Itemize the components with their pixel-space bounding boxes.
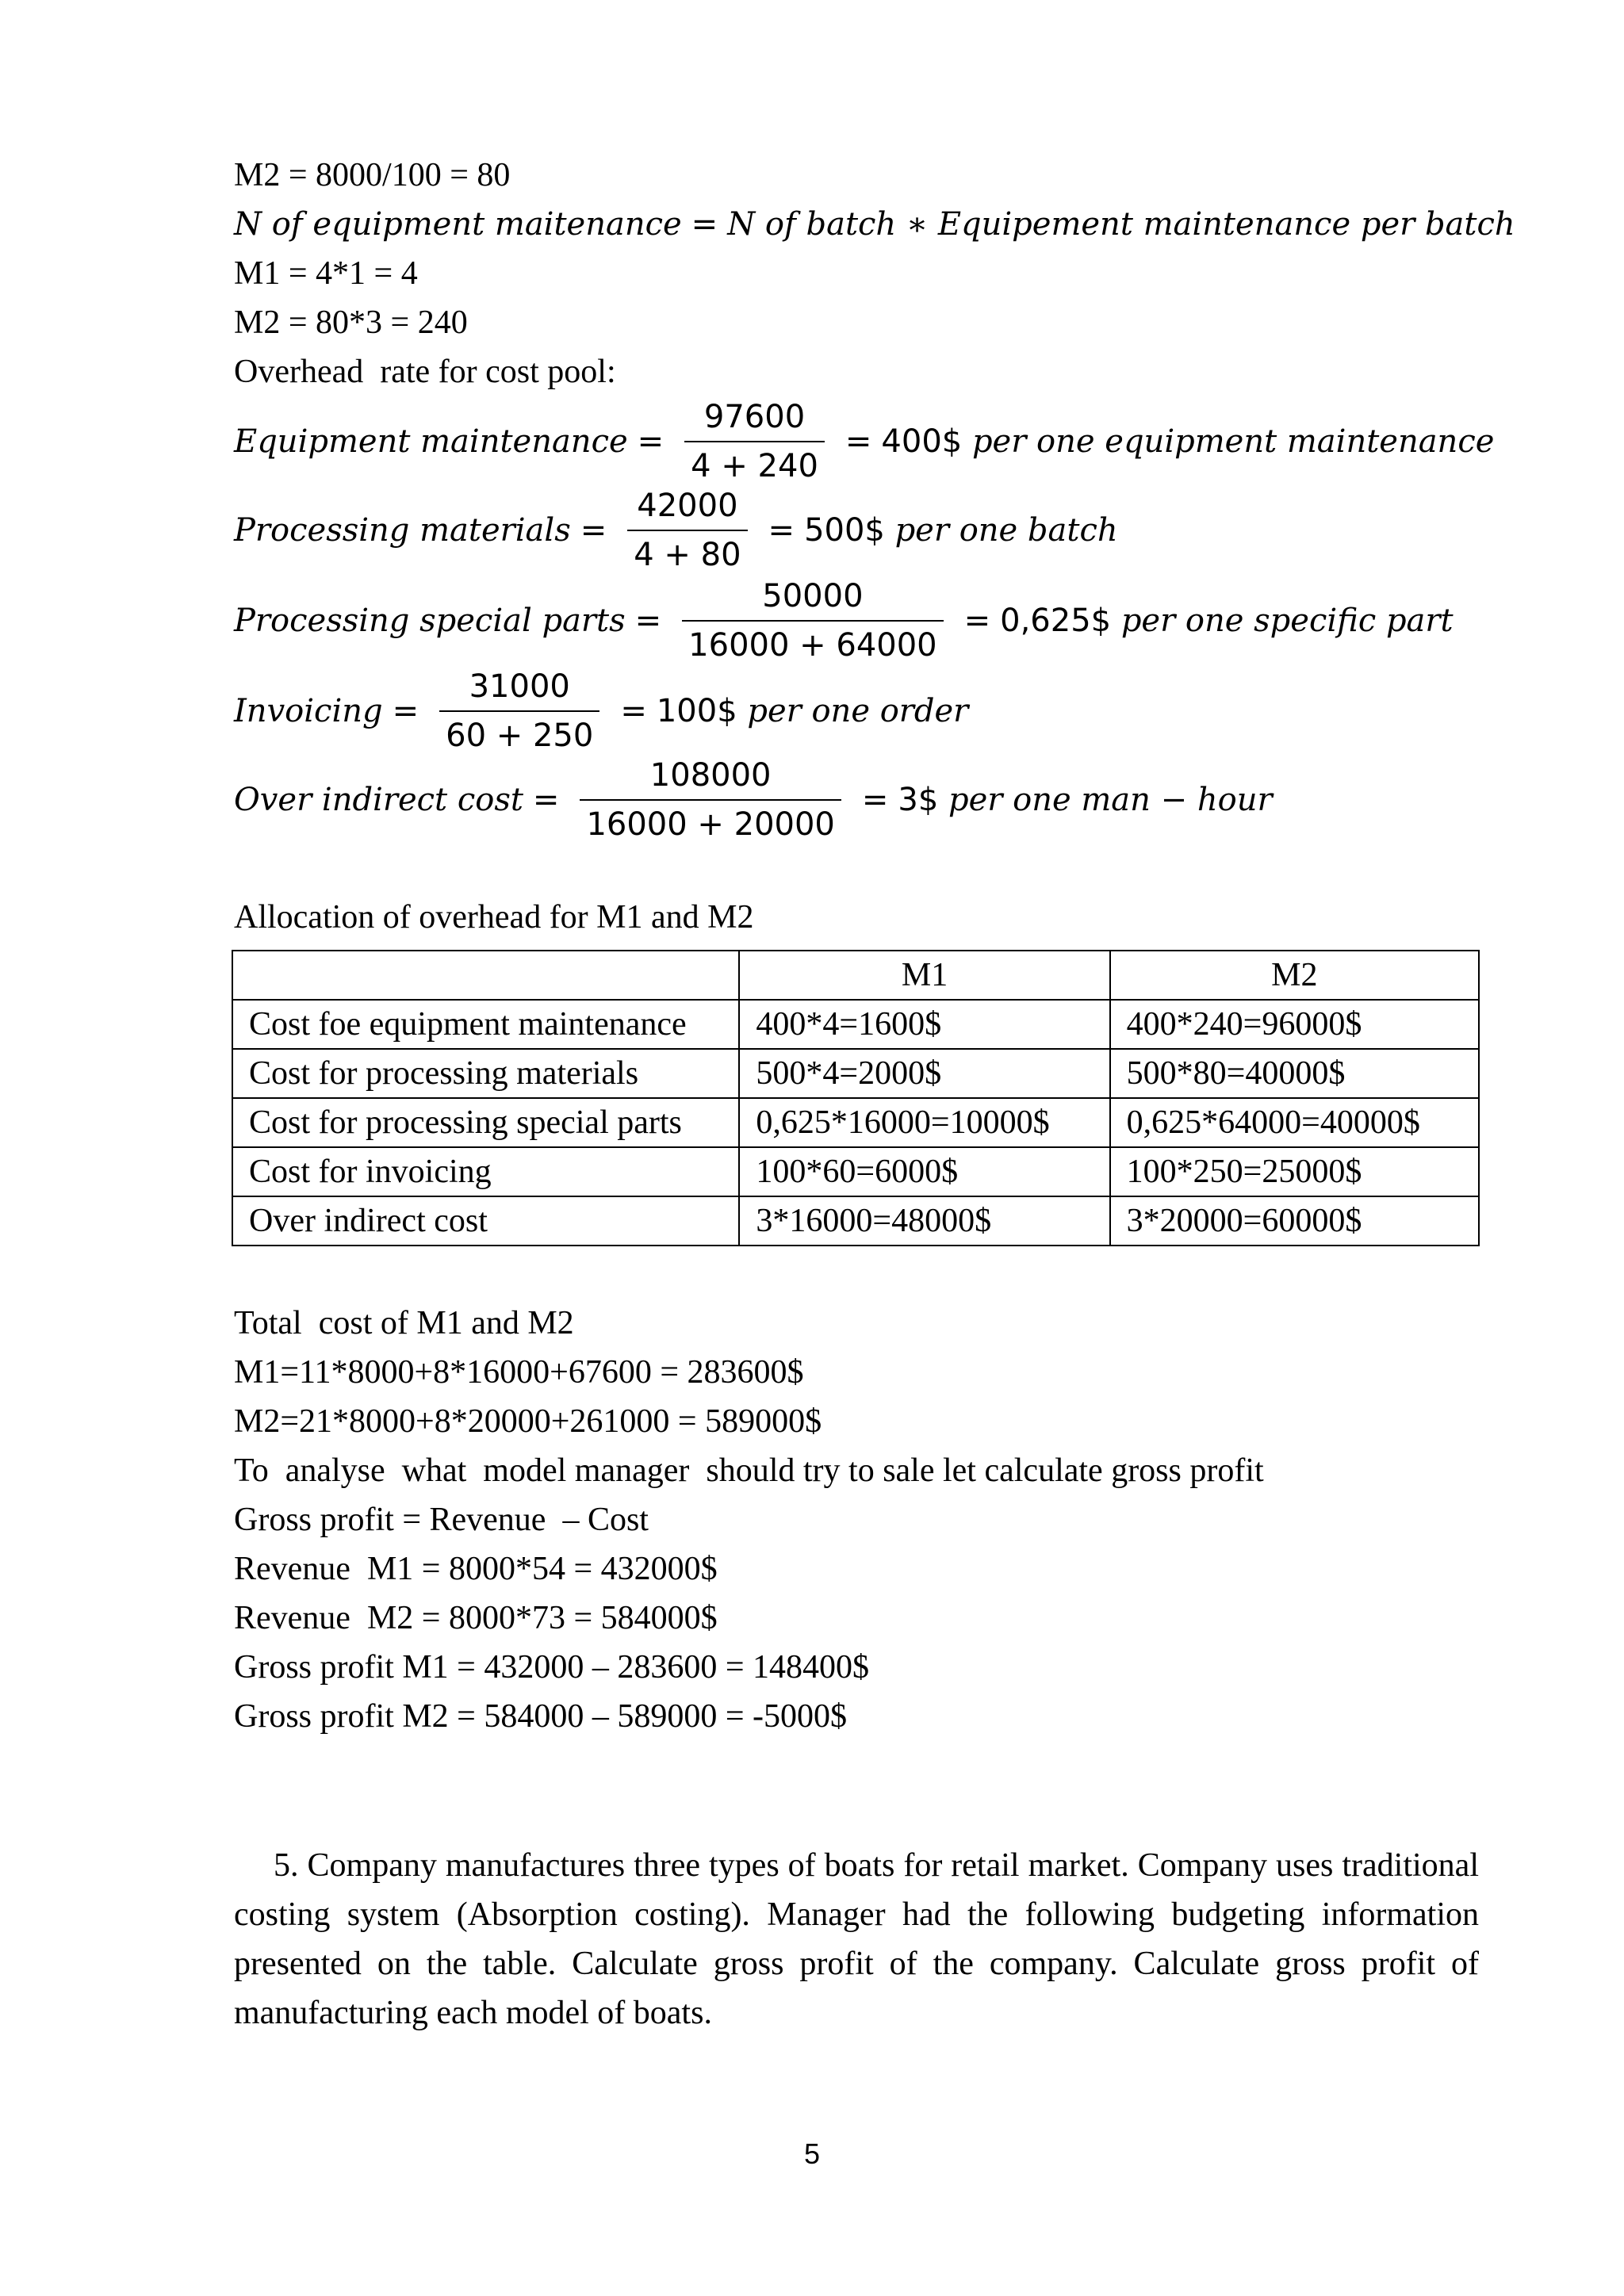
table-header-row bbox=[232, 951, 1479, 1000]
rate-fraction bbox=[682, 576, 943, 666]
table-row bbox=[232, 1196, 1479, 1246]
rate-result: 100$ bbox=[656, 693, 737, 729]
row-label: Cost for processing special parts bbox=[232, 1098, 739, 1147]
rate-equation-special-parts: Processing special parts = $\frac{50000}{16000 + 64000}$ = 0,625$ per one specific part bbox=[234, 576, 1454, 666]
rate-numerator: 42000 bbox=[637, 488, 738, 524]
rate-result: 400$ bbox=[881, 423, 963, 460]
line-m2-batches: M2 = 8000/100 = 80 bbox=[234, 157, 511, 193]
rate-fraction bbox=[439, 666, 599, 756]
cell-m1: 100*60=6000$ bbox=[739, 1147, 1109, 1196]
rate-unit: per one equipment maintenance bbox=[971, 423, 1495, 460]
rate-label: Equipment maintenance bbox=[234, 423, 628, 460]
rate-equation-materials: Processing materials = $\frac{42000}{4 + 80}$ = 500$ per one batch bbox=[234, 485, 1118, 576]
rate-numerator: 108000 bbox=[649, 757, 772, 794]
rate-fraction bbox=[580, 755, 841, 845]
row-label: Cost for invoicing bbox=[232, 1147, 739, 1196]
rate-fraction bbox=[684, 396, 825, 487]
rate-numerator: 97600 bbox=[703, 399, 806, 435]
rate-label: Over indirect cost bbox=[234, 782, 523, 818]
total-cost-m1: M1=11*8000+8*16000+67600 = 283600$ bbox=[234, 1354, 804, 1391]
cell-m2: 3*20000=60000$ bbox=[1110, 1196, 1479, 1246]
rate-equation-equipment: Equipment maintenance = $\frac{97600}{4 + 240}$ = 400$ per one equipment maintenance bbox=[234, 396, 1494, 487]
rate-numerator: 31000 bbox=[469, 668, 570, 705]
rate-label: Invoicing bbox=[234, 693, 383, 729]
overhead-rate-heading: Overhead rate for cost pool: bbox=[234, 354, 616, 390]
gross-profit-formula: Gross profit = Revenue – Cost bbox=[234, 1502, 649, 1538]
gross-profit-m1: Gross profit M1 = 432000 – 283600 = 148400$ bbox=[234, 1649, 870, 1686]
header-cell-m2: M2 bbox=[1110, 951, 1479, 1000]
rate-equation-indirect: Over indirect cost = $\frac{108000}{16000 + 20000}$ = 3$ per one man − hour bbox=[234, 755, 1273, 845]
cell-m1: 0,625*16000=10000$ bbox=[739, 1098, 1109, 1147]
revenue-m1: Revenue M1 = 8000*54 = 432000$ bbox=[234, 1551, 718, 1587]
rate-fraction bbox=[627, 485, 747, 576]
rate-equation-invoicing: Invoicing = $\frac{31000}{60 + 250}$ = 100$ per one order bbox=[234, 666, 968, 756]
analysis-sentence: To analyse what model manager should try to sale let calculate gross profit bbox=[234, 1452, 1264, 1489]
gross-profit-m2: Gross profit M2 = 584000 – 589000 = -5000$ bbox=[234, 1698, 848, 1735]
row-label: Cost for processing materials bbox=[232, 1049, 739, 1098]
rate-unit: per one order bbox=[747, 693, 969, 729]
rate-unit: per one man − hour bbox=[948, 782, 1273, 818]
total-cost-heading: Total cost of M1 and M2 bbox=[234, 1305, 574, 1341]
maintenance-formula-rhs: N of batch ∗ Equipement maintenance per batch bbox=[727, 206, 1515, 243]
rate-result: 500$ bbox=[804, 512, 885, 549]
page-number: 5 bbox=[803, 2137, 821, 2170]
rate-denominator: 16000 + 64000 bbox=[682, 620, 943, 666]
rate-denominator: 60 + 250 bbox=[439, 710, 599, 756]
table-row bbox=[232, 1147, 1479, 1196]
rate-unit: per one specific part bbox=[1120, 603, 1454, 639]
cell-m2: 500*80=40000$ bbox=[1110, 1049, 1479, 1098]
table-row bbox=[232, 1000, 1479, 1049]
header-cell-blank bbox=[232, 951, 739, 1000]
allocation-title: Allocation of overhead for M1 and M2 bbox=[234, 899, 754, 936]
cell-m2: 100*250=25000$ bbox=[1110, 1147, 1479, 1196]
cell-m1: 500*4=2000$ bbox=[739, 1049, 1109, 1098]
maintenance-formula-lhs: N of equipment maitenance bbox=[234, 206, 682, 243]
rate-denominator: 16000 + 20000 bbox=[580, 799, 841, 845]
rate-numerator: 50000 bbox=[762, 578, 864, 614]
rate-label: Processing materials bbox=[234, 512, 571, 549]
line-m1-maintenance: M1 = 4*1 = 4 bbox=[234, 255, 418, 292]
table-row bbox=[232, 1098, 1479, 1147]
cell-m2: 400*240=96000$ bbox=[1110, 1000, 1479, 1049]
row-label: Over indirect cost bbox=[232, 1196, 739, 1246]
rate-denominator: 4 + 80 bbox=[627, 530, 747, 576]
header-cell-m1: M1 bbox=[739, 951, 1109, 1000]
maintenance-formula: N of equipment maitenance = N of batch ∗ Equipement maintenance per batch bbox=[234, 206, 1515, 243]
cell-m2: 0,625*64000=40000$ bbox=[1110, 1098, 1479, 1147]
rate-result: 3$ bbox=[898, 782, 939, 818]
question-5-paragraph: 5. Company manufactures three types of boats for retail market. Company uses traditional costing system (Absorption costing). Manager had the following budgeting information presented on the table. Calculate gross profit of the company. Calculate gross profit of manufacturing each model of boats. bbox=[234, 1847, 1479, 2031]
cell-m1: 400*4=1600$ bbox=[739, 1000, 1109, 1049]
row-label: Cost foe equipment maintenance bbox=[232, 1000, 739, 1049]
rate-result: 0,625$ bbox=[1000, 603, 1112, 639]
rate-label: Processing special parts bbox=[234, 603, 626, 639]
table-row bbox=[232, 1049, 1479, 1098]
rate-denominator: 4 + 240 bbox=[684, 441, 825, 487]
allocation-table bbox=[232, 950, 1480, 1246]
cell-m1: 3*16000=48000$ bbox=[739, 1196, 1109, 1246]
revenue-m2: Revenue M2 = 8000*73 = 584000$ bbox=[234, 1600, 718, 1636]
total-cost-m2: M2=21*8000+8*20000+261000 = 589000$ bbox=[234, 1403, 822, 1440]
line-m2-maintenance: M2 = 80*3 = 240 bbox=[234, 304, 468, 341]
rate-unit: per one batch bbox=[894, 512, 1118, 549]
